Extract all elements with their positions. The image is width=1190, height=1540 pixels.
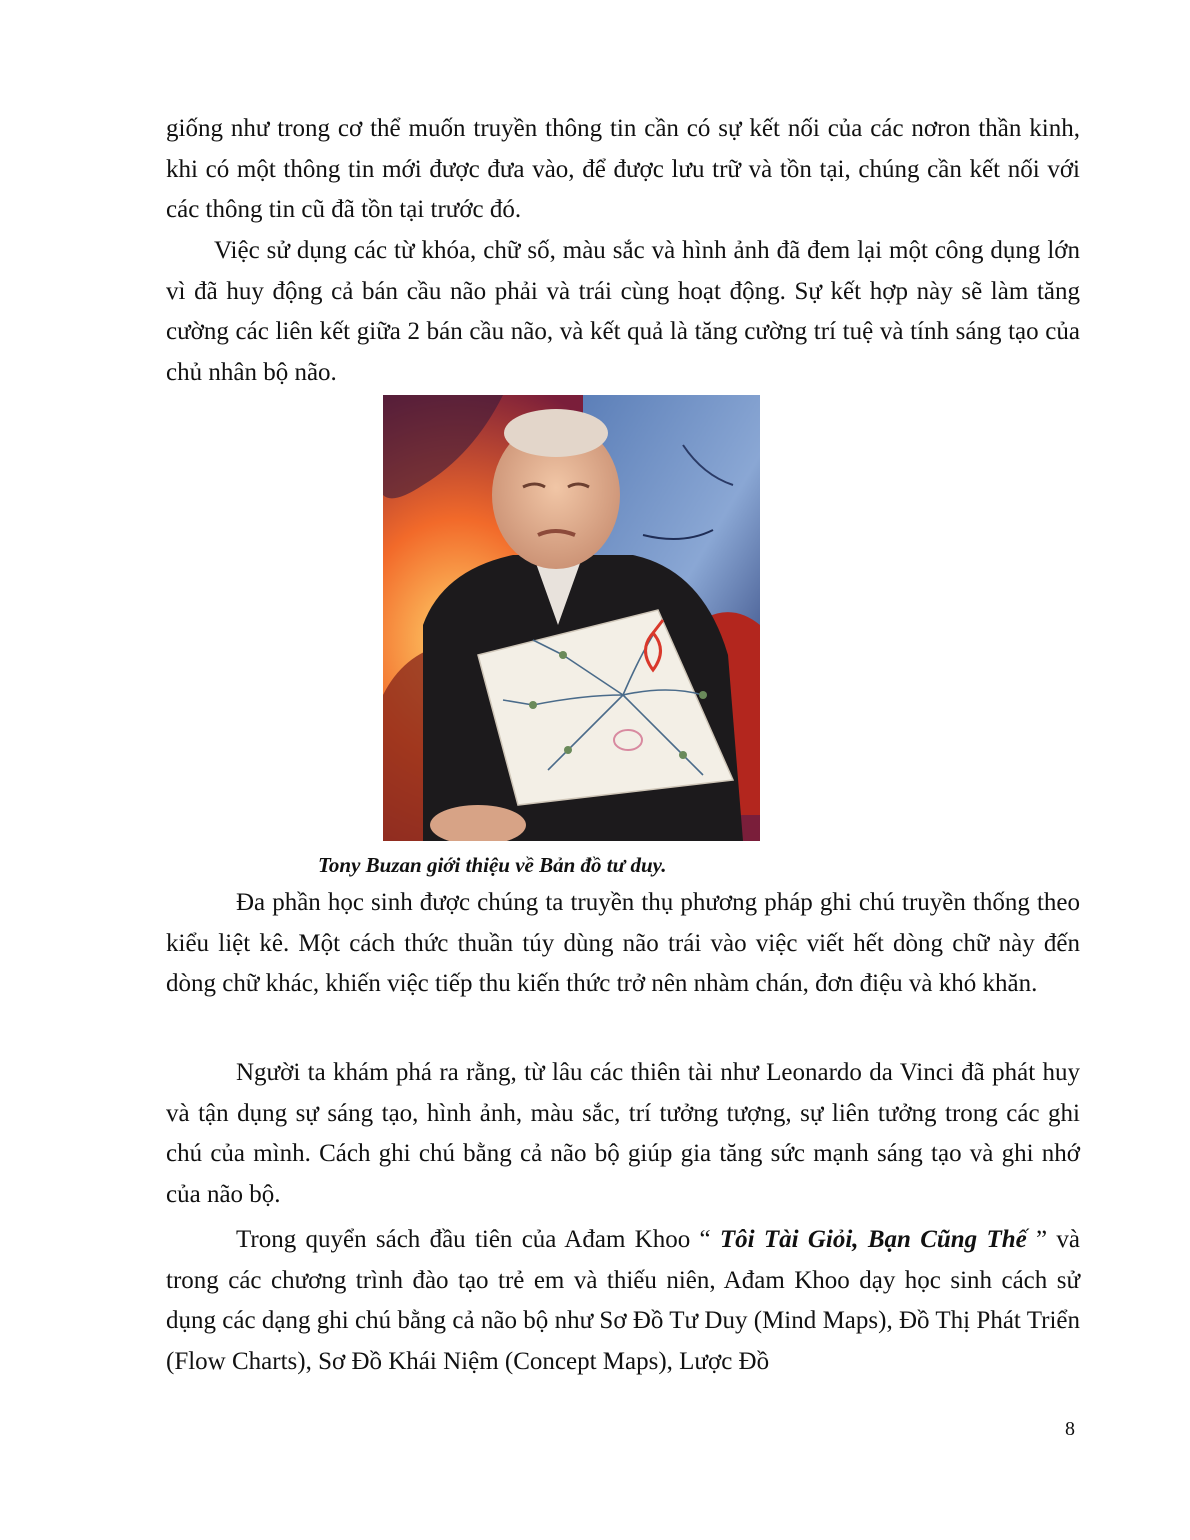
paragraph-5-text-end: ” và trong các chương trình đào tạo trẻ em và thiếu niên, Ađam Khoo dạy học sinh cách sử dụng các dạng ghi chú bằng cả não bộ như Sơ Đồ Tư Duy (Mind Maps), Đồ Thị Phát Triển (Flow Charts), Sơ Đồ Khái Niệm (Concept Maps), Lược Đồ <box>166 1226 1080 1375</box>
paragraph-2: Việc sử dụng các từ khóa, chữ số, màu sắc và hình ảnh đã đem lại một công dụng lớn vì đã huy động cả bán cầu não phải và trái cùng hoạt động. Sự kết hợp này sẽ làm tăng cường các liên kết giữa 2 bán cầu não, và kết quả là tăng cường trí tuệ và tính sáng tạo của chủ nhân bộ não. <box>166 237 1080 386</box>
paragraph-5 <box>166 1220 1080 1382</box>
page-number: 8 <box>1065 1418 1075 1440</box>
paragraph-5-text-start: Trong quyển sách đầu tiên của Ađam Khoo “ <box>236 1226 720 1253</box>
paragraph-1: giống như trong cơ thể muốn truyền thông tin cần có sự kết nối của các nơron thần kinh, khi có một thông tin mới được đưa vào, để được lưu trữ và tồn tại, chúng cần kết nối với các thông tin cũ đã tồn tại trước đó. <box>166 115 1080 224</box>
book-title: Tôi Tài Giỏi, Bạn Cũng Thế <box>719 1226 1027 1253</box>
paragraph-4: Người ta khám phá ra rằng, từ lâu các thiên tài như Leonardo da Vinci đã phát huy và tận dụng sự sáng tạo, hình ảnh, màu sắc, trí tưởng tượng, sự liên tưởng trong các ghi chú của mình. Cách ghi chú bằng cả não bộ giúp gia tăng sức mạnh sáng tạo và ghi nhớ của não bộ. <box>166 1059 1080 1208</box>
tony-buzan-photo <box>383 395 760 841</box>
paragraph-3: Đa phần học sinh được chúng ta truyền thụ phương pháp ghi chú truyền thống theo kiểu liệt kê. Một cách thức thuần túy dùng não trái vào việc viết hết dòng chữ này đến dòng chữ khác, khiến việc tiếp thu kiến thức trở nên nhàm chán, đơn điệu và khó khăn. <box>166 889 1080 998</box>
figure-caption: Tony Buzan giới thiệu về Bản đồ tư duy. <box>318 853 667 877</box>
